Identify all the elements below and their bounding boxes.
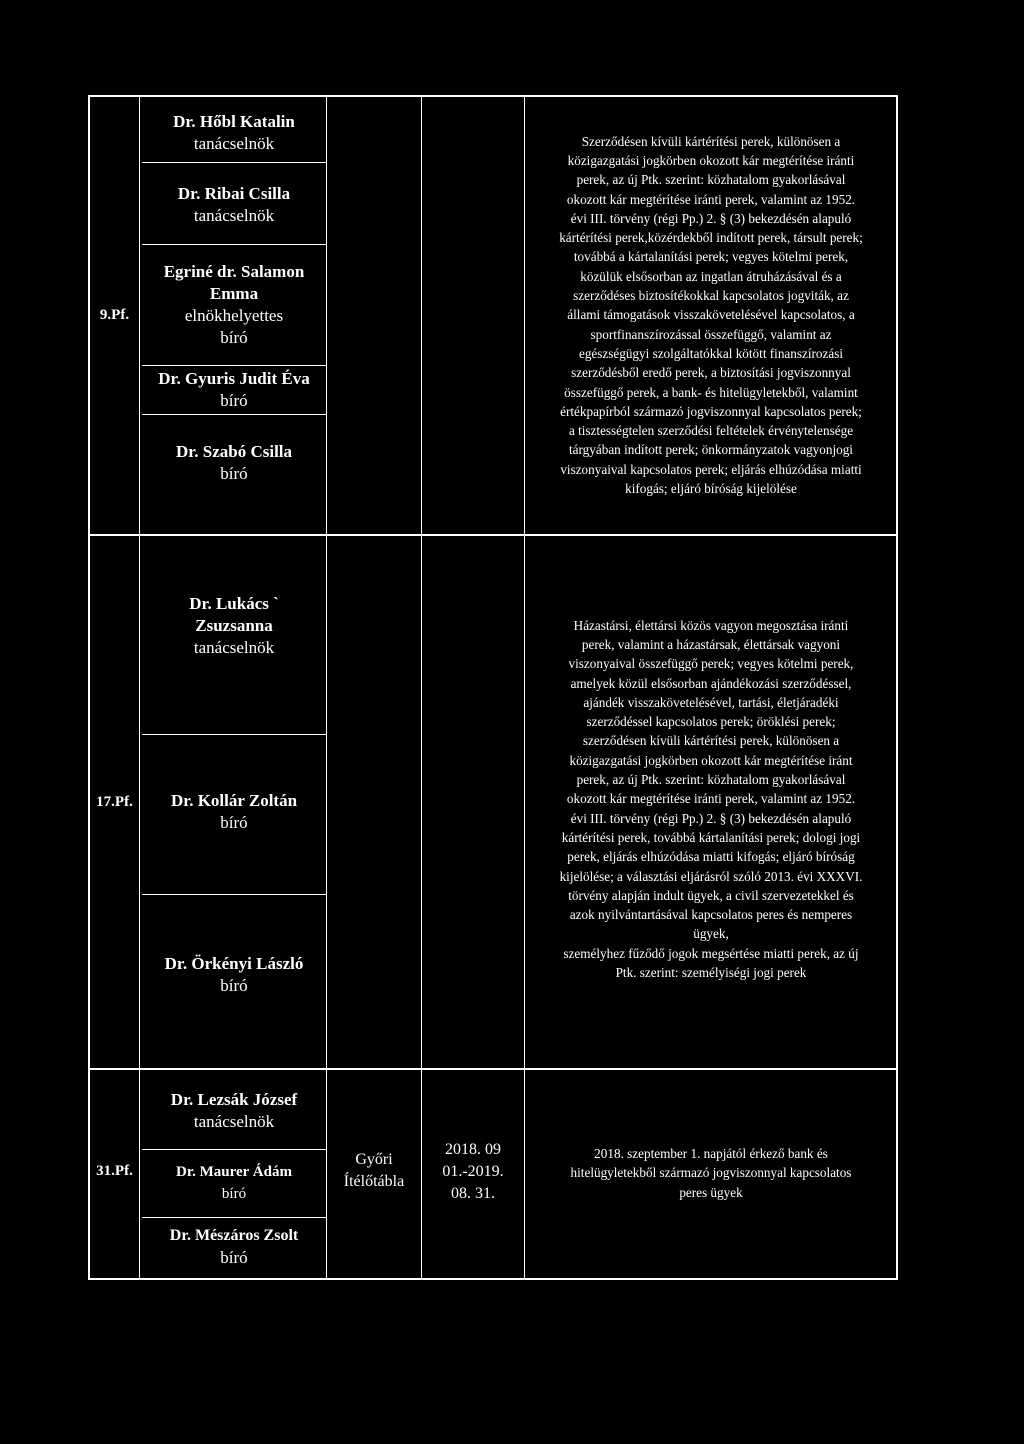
description-line: szerződésen kívüli kártérítési perek, különösen a	[582, 733, 840, 749]
description-line: évi III. törvény (régi Pp.) 2. § (3) bekezdésén alapuló	[570, 210, 852, 226]
judge-block	[142, 366, 326, 414]
judge-divider	[142, 162, 326, 163]
description-line: ajándék visszakövetelésével, tartási, életjáradéki	[583, 694, 839, 710]
judge-block	[142, 788, 326, 836]
assignment-period	[422, 1137, 524, 1207]
description-line: okozott kár megtérítése iránti perek, valamint az 1952.	[566, 191, 856, 207]
description-line: kártérítési perek,közérdekből indított perek, társult perek;	[559, 230, 863, 246]
description-line: perek, valamint a házastársak, élettársak vagyoni	[581, 636, 841, 652]
case-code: 9.Pf.	[99, 307, 130, 323]
judge-role: bíró	[220, 976, 248, 995]
case-description	[526, 1143, 896, 1203]
description-line: kijelölése; a választási eljárásról szóló 2013. évi XXXVI.	[559, 868, 863, 884]
description-line: Ptk. szerint: személyiségi jogi perek	[615, 965, 807, 981]
description-line: szerződésből eredő perek, a biztosítási jogviszonnyal	[571, 365, 851, 381]
row-divider	[90, 534, 896, 536]
description-line: 2018. szeptember 1. napjától érkező bank és	[594, 1146, 828, 1162]
judge-role: bíró	[220, 391, 248, 410]
judge-divider	[142, 894, 326, 895]
description-line: perek, az új Ptk. szerint: közhatalom gyakorlásával	[576, 772, 846, 788]
judge-block	[142, 109, 326, 157]
assignment-table	[88, 95, 898, 1280]
row-divider	[90, 1068, 896, 1070]
judge-role: bíró	[220, 1248, 248, 1267]
description-line: szerződéses biztosítékokkal kapcsolatos jogviták, az	[573, 288, 849, 304]
judge-name: Dr. Örkényi László	[164, 954, 304, 973]
description-line: Szerződésen kívüli kártérítési perek, különösen a	[581, 133, 841, 149]
period-line: 08. 31.	[451, 1185, 495, 1202]
description-line: személyhez fűződő jogok megsértése miatti perek, az új	[563, 945, 859, 961]
case-description	[526, 125, 896, 505]
column-divider	[139, 97, 140, 1278]
description-line: továbbá a kártalanítási perek; vegyes kötelmi perek,	[573, 249, 849, 265]
description-line: amelyek közül elsősorban ajándékozási szerződéssel,	[570, 675, 852, 691]
judge-block	[142, 439, 326, 487]
description-line: Házastársi, élettársi közös vagyon megosztása iránti	[573, 617, 849, 633]
judge-role: tanácselnök	[193, 206, 275, 225]
description-line: hitelügyletekből származó jogviszonnyal kapcsolatos	[570, 1165, 852, 1181]
case-description	[526, 609, 896, 989]
judge-block	[142, 181, 326, 229]
judge-name: Dr. Kollár Zoltán	[170, 791, 298, 810]
description-line: egészségügyi szolgáltatókkal kötött finanszírozási	[578, 345, 844, 361]
description-line: perek, eljárás elhúzódása miatti kifogás; eljáró bíróság	[567, 849, 855, 865]
judge-divider	[142, 1217, 326, 1218]
judge-divider	[142, 734, 326, 735]
judge-name: Dr. Lezsák József	[170, 1090, 298, 1109]
judge-role: bíró	[220, 464, 248, 483]
description-line: összefüggő perek, a bank- és hitelügyletekből, valamint	[564, 384, 858, 400]
description-line: sportfinanszírozással összefüggő, valamint az	[590, 326, 832, 342]
description-line: tárgyában indított perek; önkormányzatok vagyonjogi	[569, 442, 853, 458]
judge-block	[142, 590, 326, 662]
period-line: 2018. 09	[445, 1141, 501, 1158]
description-line: értékpapírból származó jogviszonnyal kapcsolatos perek;	[560, 403, 862, 419]
judge-name: Dr. Hőbl Katalin	[173, 112, 295, 131]
judge-name: Zsuzsanna	[195, 616, 273, 635]
description-line: állami támogatások visszakövetelésével kapcsolatos, a	[567, 307, 855, 323]
column-divider	[326, 97, 327, 1278]
judge-block	[142, 1087, 326, 1135]
judge-block	[142, 951, 326, 999]
description-line: évi III. törvény (régi Pp.) 2. § (3) bekezdésén alapuló	[570, 810, 852, 826]
judge-divider	[142, 414, 326, 415]
description-line: közigazgatási jogkörben okozott kár megtérítése iránt	[569, 752, 853, 768]
court-line: Győri	[355, 1151, 393, 1168]
judge-name: Dr. Mészáros Zsolt	[169, 1227, 299, 1244]
description-line: kifogás; eljáró bíróság kijelölése	[625, 481, 797, 497]
court-name	[327, 1149, 421, 1193]
description-line: azok nyilvántartásával kapcsolatos peres és nemperes	[569, 907, 853, 923]
judge-divider	[142, 244, 326, 245]
judge-name: Egriné dr. Salamon	[163, 262, 305, 281]
judge-role: bíró	[221, 1186, 247, 1202]
judge-block	[142, 1159, 326, 1207]
judge-name: Dr. Lukács `	[189, 594, 279, 613]
case-code: 31.Pf.	[96, 1163, 133, 1179]
description-line: ügyek,	[693, 926, 729, 942]
description-line: okozott kár megtérítése iránti perek, valamint az 1952.	[566, 791, 856, 807]
judge-divider	[142, 1149, 326, 1150]
column-divider	[421, 97, 422, 1278]
period-line: 01.-2019.	[442, 1163, 504, 1180]
judge-block	[142, 257, 326, 353]
description-line: kártérítési perek, továbbá kártalanítási perek; dologi jogi	[561, 829, 861, 845]
description-line: viszonyaival összefüggő perek; vegyes kötelmi perek,	[568, 656, 854, 672]
judge-role: tanácselnök	[193, 134, 275, 153]
judge-role: bíró	[220, 328, 248, 347]
description-line: törvény alapján indult ügyek, a civil szervezetekkel és	[568, 887, 854, 903]
description-line: közigazgatási jogkörben okozott kár megtérítése iránti	[567, 152, 855, 168]
case-code: 17.Pf.	[96, 793, 133, 810]
judge-name: Emma	[209, 284, 259, 303]
column-divider	[524, 97, 525, 1278]
description-line: szerződéssel kapcsolatos perek; öröklési perek;	[586, 714, 836, 730]
court-line: Ítélőtábla	[343, 1173, 405, 1190]
description-line: a tisztességtelen szerződési feltételek érvénytelensége	[568, 423, 854, 439]
description-line: viszonyaival kapcsolatos perek; eljárás elhúzódása miatti	[560, 461, 862, 477]
judge-role: elnökhelyettes	[184, 306, 284, 325]
judge-name: Dr. Gyuris Judit Éva	[158, 369, 310, 388]
judge-block	[142, 1223, 326, 1271]
judge-name: Dr. Szabó Csilla	[175, 442, 293, 461]
judge-role: bíró	[220, 813, 248, 832]
judge-name: Dr. Ribai Csilla	[177, 184, 291, 203]
judge-name: Dr. Maurer Ádám	[176, 1164, 292, 1180]
description-line: peres ügyek	[679, 1184, 743, 1200]
description-line: közülük elsősorban az ingatlan átruházásával és a	[580, 268, 842, 284]
description-line: perek, az új Ptk. szerint: közhatalom gyakorlásával	[576, 172, 846, 188]
judge-role: tanácselnök	[193, 1112, 275, 1131]
judge-role: tanácselnök	[193, 638, 275, 657]
